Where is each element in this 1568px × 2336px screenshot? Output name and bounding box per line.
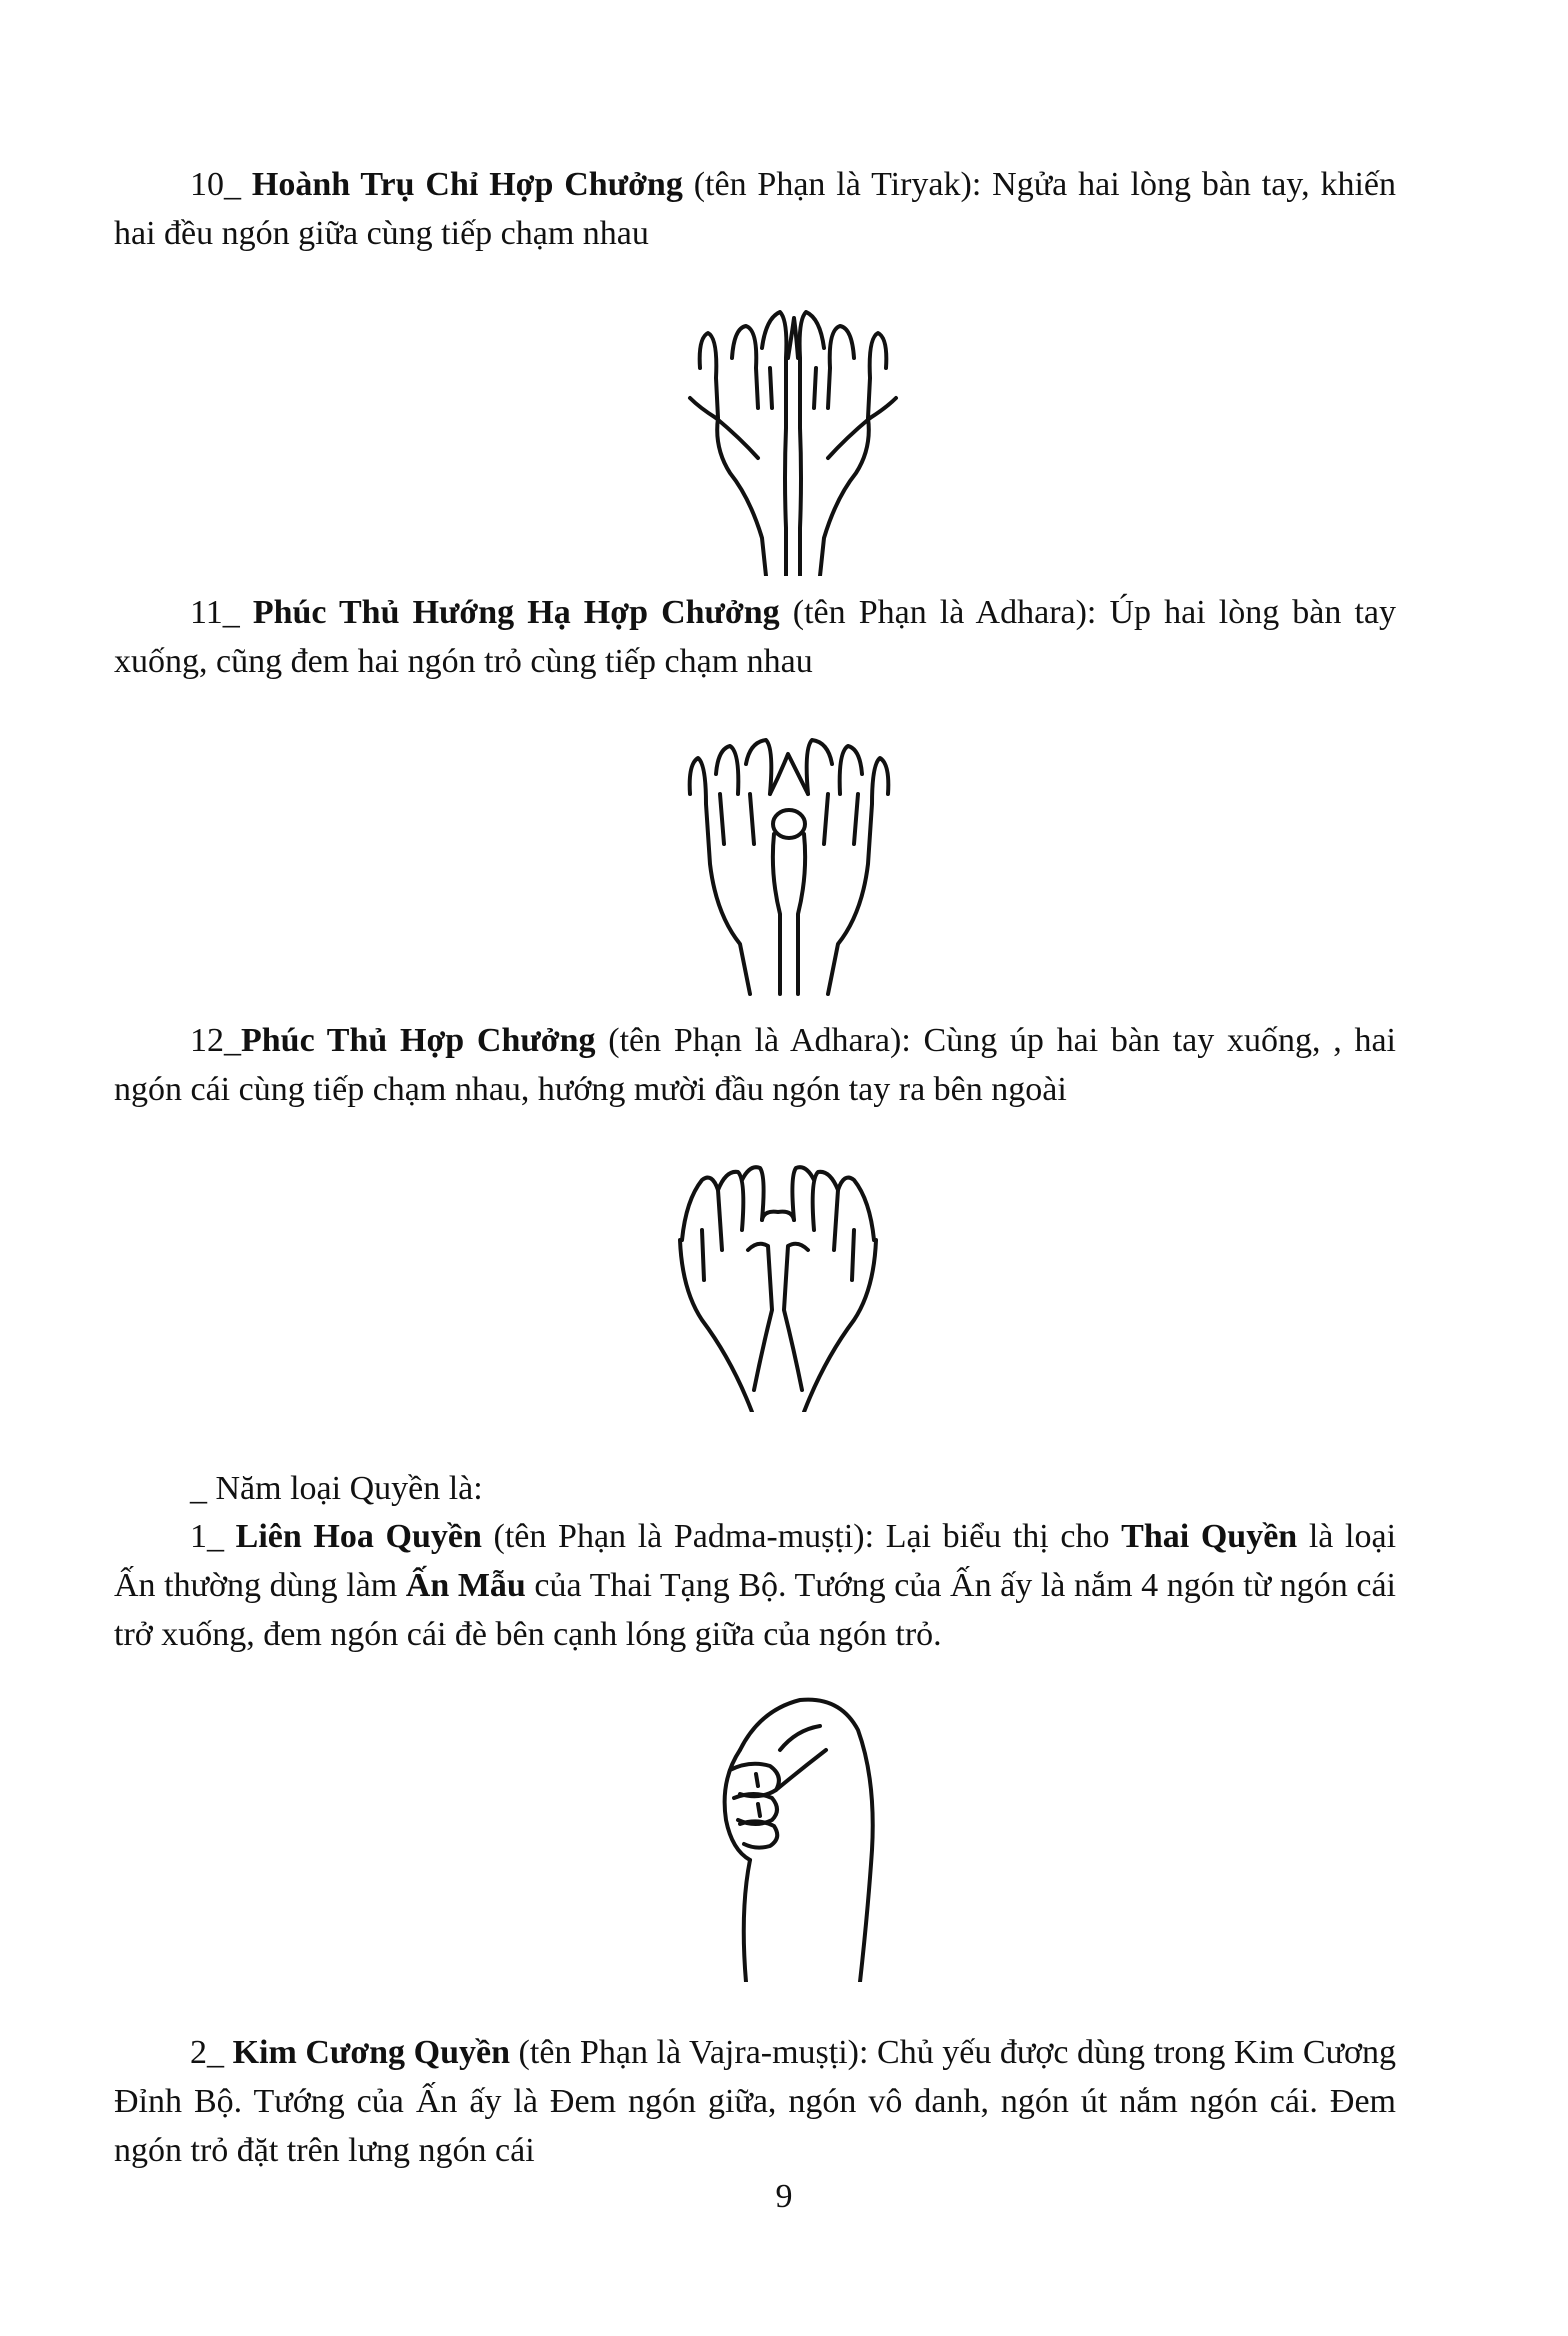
item-11-term: Phúc Thủ Hướng Hạ Hợp Chưởng (252, 594, 780, 631)
fist-2-number: 2_ (190, 2034, 233, 2071)
fist-1-term3: Ấn Mẫu (405, 1567, 526, 1604)
item-10-number: 10_ (190, 166, 252, 203)
fists-heading (114, 1464, 1396, 1513)
item-12-paragraph (114, 1016, 1396, 1114)
hands-thumbs-touching-illustration (662, 1150, 894, 1412)
hands-palms-down-illustration (670, 734, 908, 1004)
page-number: 9 (775, 2178, 793, 2215)
item-12-number: 12_ (190, 1022, 241, 1059)
figure-lotus-fist (700, 1690, 884, 1982)
fist-1-term2: Thai Quyền (1121, 1518, 1298, 1555)
figure-palms-up-hands (670, 298, 916, 576)
fist-1-text-a: (tên Phạn là Padma-muṣṭi): Lại biểu thị cho (481, 1518, 1122, 1555)
fist-1-text-b: là loại Ấn thường dùng làm (114, 1518, 1397, 1604)
fist-1-text-c: của Thai Tạng Bộ. Tướng của Ấn ấy là nắm 4 ngón từ ngón cái trở xuống, đem ngón cái đè bên cạnh lóng giữa của ngón trỏ. (114, 1567, 1396, 1653)
hands-palms-up-illustration (670, 298, 916, 576)
item-10-paragraph (114, 160, 1396, 258)
item-11-paragraph (114, 588, 1396, 686)
fist-1-paragraph (114, 1512, 1396, 1659)
fist-1-term: Liên Hoa Quyền (235, 1518, 482, 1555)
item-11-number: 11_ (190, 594, 253, 631)
item-12-text: (tên Phạn là Adhara): Cùng úp hai bàn tay xuống, , hai ngón cái cùng tiếp chạm nhau, hướng mười đầu ngón tay ra bên ngoài (114, 1022, 1396, 1108)
fist-2-term: Kim Cương Quyền (232, 2034, 510, 2071)
item-10-text: (tên Phạn là Tiryak): Ngửa hai lòng bàn tay, khiến hai đều ngón giữa cùng tiếp chạm nhau (114, 166, 1397, 252)
item-10-term: Hoành Trụ Chỉ Hợp Chưởng (251, 166, 683, 203)
item-11-text: (tên Phạn là Adhara): Úp hai lòng bàn tay xuống, cũng đem hai ngón trỏ cùng tiếp chạm nhau (114, 594, 1396, 680)
figure-thumbs-touching-hands (662, 1150, 894, 1412)
item-12-term: Phúc Thủ Hợp Chưởng (241, 1022, 596, 1059)
figure-palms-down-hands (670, 734, 908, 1004)
fists-heading-text: _ Năm loại Quyền là: (190, 1470, 483, 1507)
fist-2-paragraph (114, 2028, 1396, 2175)
lotus-fist-illustration (700, 1690, 884, 1982)
fist-2-text: (tên Phạn là Vajra-muṣṭi): Chủ yếu được dùng trong Kim Cương Đỉnh Bộ. Tướng của Ấn ấy là Đem ngón giữa, ngón vô danh, ngón út nắm ngón cái. Đem ngón trỏ đặt trên lưng ngón cái (114, 2034, 1397, 2169)
fist-1-number: 1_ (190, 1518, 236, 1555)
